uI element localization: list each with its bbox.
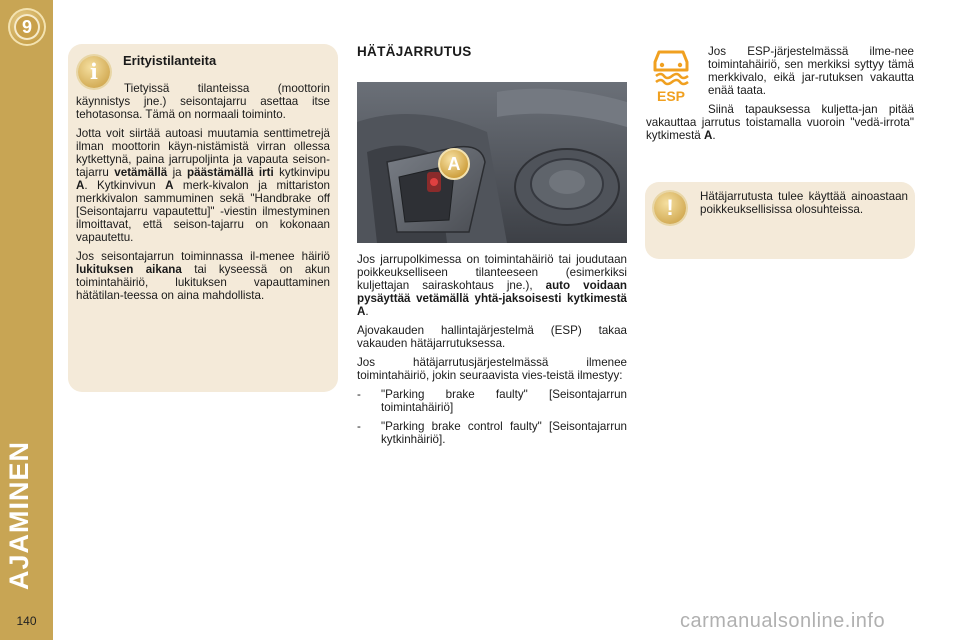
chapter-badge [8, 8, 46, 46]
parking-brake-illustration [357, 82, 627, 243]
info-paragraph-2: Jotta voit siirtää autoasi muutamia senttimetrejä ilman moottorin käyn-nistämistä virran ollessa kytkettynä, paina jarrupoljinta ja vapauta seison-tajarru vetämällä ja päästämällä irti kytkinvipu A. Kytkinvivun A merk-kivalon ja mittariston merkkivalon sammuminen sekä "Handbrake off [Seisontajarru vapautettu]" -viestin ilmestyminen ilmoittavat, että seison-tajarru on kokonaan vapautettu. [76, 127, 331, 244]
info-paragraph-3: Jos seisontajarrun toiminnassa il-menee häiriö lukituksen aikana tai kyseessä on akun toimintahäiriö, lukituksen vapauttaminen hätätilan-teessa on aina mahdollista. [76, 250, 330, 302]
list-item: - "Parking brake control faulty" [Seisontajarrun kytkinhäiriö]. [357, 420, 627, 446]
photo-label-a: A [447, 154, 461, 174]
warning-icon: ! [654, 192, 686, 224]
watermark: carmanualsonline.info [680, 610, 886, 632]
section-title: HÄTÄJARRUTUS [357, 44, 472, 59]
parking-brake-photo [357, 82, 627, 243]
chapter-number: 9 [14, 14, 40, 40]
right-text [646, 45, 914, 148]
info-paragraph-1: Tietyissä tilanteissa (moottorin käynnistys jne.) seisontajarru asettaa itse tehotasonsa. Tämä on normaali toiminto. [76, 82, 330, 121]
list-item: - "Parking brake faulty" [Seisontajarrun toimintahäiriö] [357, 388, 627, 414]
middle-paragraph-2: Ajovakauden hallintajärjestelmä (ESP) takaa vakauden hätäjarrutuksessa. [357, 324, 627, 350]
right-paragraph-1: Jos ESP-järjestelmässä ilme-nee toimintahäiriö, sen merkiksi syttyy tämä merkkivalo, eikä jar-rutuksen vakautta enää taata. [708, 45, 914, 97]
side-band: 9 AJAMINEN 140 [0, 0, 53, 640]
info-text [76, 82, 330, 308]
info-heading: Erityistilanteita [123, 53, 217, 68]
right-paragraph-2: Siinä tapauksessa kuljetta-jan pitää vakauttaa jarrutus toistamalla vuoroin "vedä-irrota" kytkimestä A. [646, 103, 914, 142]
middle-paragraph-3: Jos hätäjarrutusjärjestelmässä ilmenee toimintahäiriö, jokin seuraavista vies-teistä ilmestyy: [357, 356, 627, 382]
esp-label: ESP [656, 88, 686, 104]
page-number: 140 [16, 614, 37, 628]
middle-text [357, 253, 627, 452]
warning-box [645, 182, 915, 259]
warning-text: Hätäjarrutusta tulee käyttää ainoastaan poikkeuksellisissa olosuhteissa. [700, 190, 908, 216]
info-icon: i [78, 56, 110, 88]
info-box [68, 44, 338, 392]
middle-paragraph-1: Jos jarrupolkimessa on toimintahäiriö tai joudutaan poikkeukselliseen tilanteeseen (esimerkiksi kuljettajan sairaskohtaus jne.), auto voidaan pysäyttää vetämällä yhtä-jaksoisesti kytkimestä A. [357, 253, 627, 318]
